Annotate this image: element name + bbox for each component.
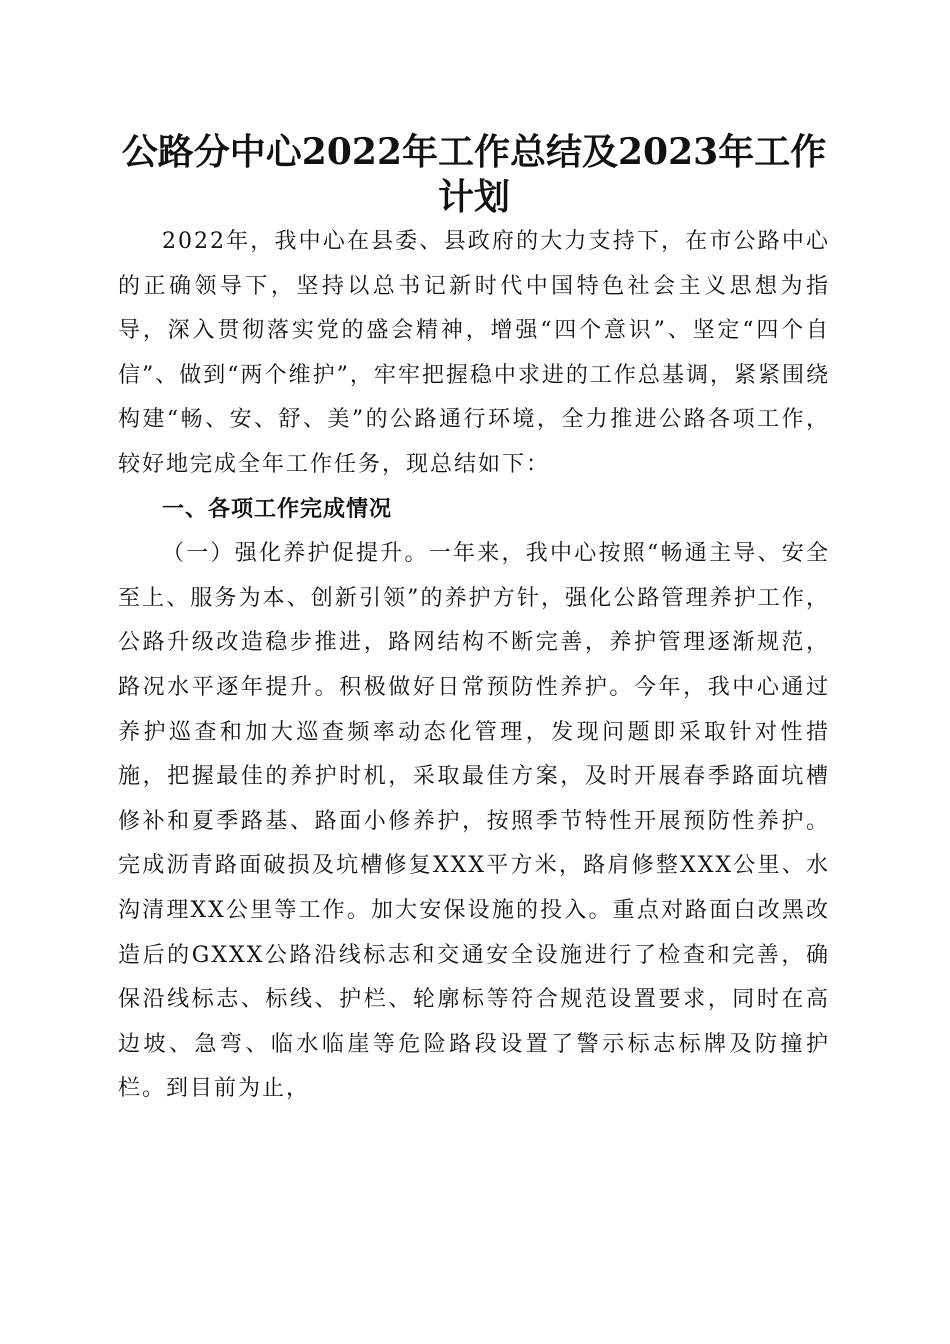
subsection-body: 一年来，我中心按照“畅通主导、安全至上、服务为本、创新引领”的养护方针，强化公路管理养护工作，公路升级改造稳步推进，路网结构不断完善，养护管理逐渐规范，路况水平逐年提升。积极做好日常预防性养护。今年，我中心通过养护巡查和加大巡查频率动态化管理，发现问题即采取针对性措施，把握最佳的养护时机，采取最佳方案，及时开展春季路面坑槽修补和夏季路基、路面小修养护，按照季节特性开展预防性养护。完成沥青路面破损及坑槽修复XXX平方米，路肩修整XXX公里、水沟清理XX公里等工作。加大安保设施的投入。重点对路面白改黑改造后的GXXX公路沿线标志和交通安全设施进行了检查和完善，确保沿线标志、标线、护栏、轮廓标等符合规范设置要求，同时在高边坡、急弯、临水临崖等危险路段设置了警示标志标牌及防撞护栏。到目前为止， <box>118 541 830 1102</box>
intro-paragraph: 2022年，我中心在县委、县政府的大力支持下，在市公路中心的正确领导下，坚持以总书记新时代中国特色社会主义思想为指导，深入贯彻落实党的盛会精神，增强“四个意识”、坚定“四个自信”、做到“两个维护”，牢牢把握稳中求进的工作总基调，紧紧围绕构建“畅、安、舒、美”的公路通行环境，全力推进公路各项工作，较好地完成全年工作任务，现总结如下： <box>118 229 830 477</box>
section-heading: 一、各项工作完成情况 <box>162 496 393 522</box>
document-title: 公路分中心2022年工作总结及2023年工作计划 <box>121 131 827 218</box>
subsection-paragraph <box>118 532 830 1112</box>
document-page <box>118 130 830 1112</box>
subsection-heading: （一）强化养护促提升。 <box>162 541 429 567</box>
